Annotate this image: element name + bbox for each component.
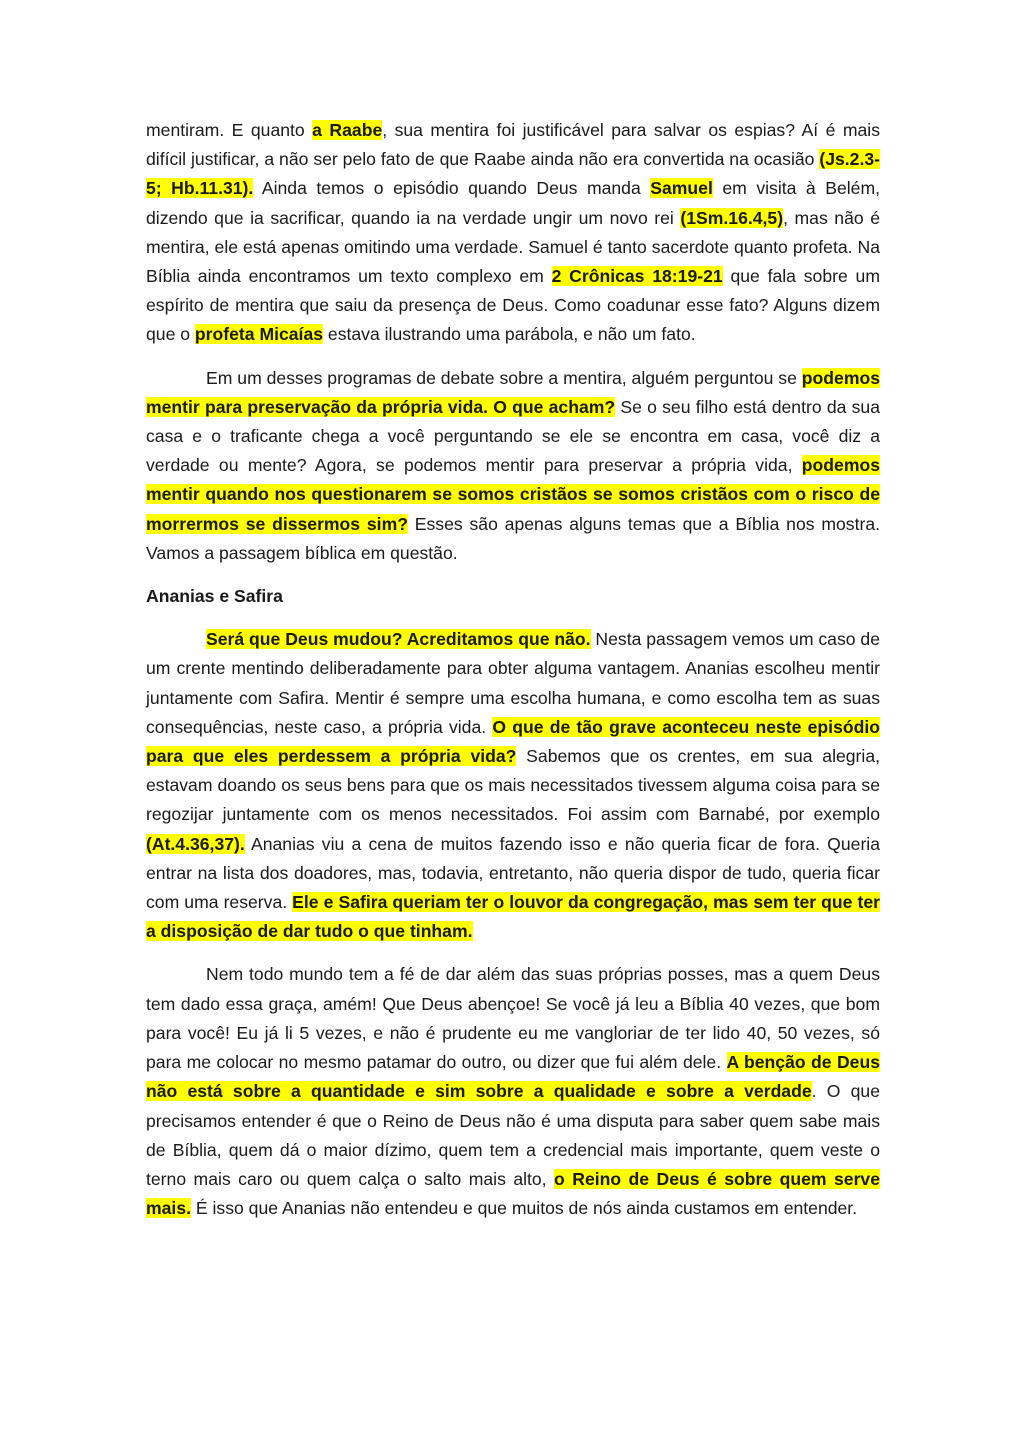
text-run: Ananias viu a cena de muitos fazendo isso e não queria ficar de fora. Queria entrar na lista dos doadores, mas, todavia, entretanto, não queria dispor de tudo, queria ficar com uma reserva. xyxy=(146,833,880,913)
highlighted-text: Será que Deus mudou? Acreditamos que não. xyxy=(206,629,591,650)
text-run: Ainda temos o episódio quando Deus manda xyxy=(253,178,651,199)
text-run: Esses são apenas alguns temas que a Bíblia nos mostra. Vamos a passagem bíblica em questão. xyxy=(146,513,880,563)
text-run: em visita à Belém, dizendo que ia sacrificar, quando ia na verdade ungir um novo rei xyxy=(146,178,880,228)
paragraph-raabe xyxy=(146,116,880,350)
text-run: , mas não é mentira, ele está apenas omitindo uma verdade. Samuel é tanto sacerdote quanto profeta. Na Bíblia ainda encontramos um texto complexo em xyxy=(146,207,880,287)
highlighted-text: A benção de Deus não está sobre a quantidade e sim sobre a qualidade e sobre a verdade xyxy=(146,1052,880,1102)
section-heading: Ananias e Safira xyxy=(146,586,283,607)
text-run: Nem todo mundo tem a fé de dar além das suas próprias posses, mas a quem Deus tem dado essa graça, amém! Que Deus abençoe! Se você já leu a Bíblia 40 vezes, que bom para você! Eu já li 5 vezes, e não é prudente eu me vangloriar de ter lido 40, 50 vezes, só para me colocar no mesmo patamar do outro, ou dizer que fui além dele. xyxy=(146,964,880,1073)
highlighted-text: 2 Crônicas 18:19-21 xyxy=(551,266,723,287)
document-body xyxy=(146,116,880,1237)
text-run: É isso que Ananias não entendeu e que muitos de nós ainda custamos em entender. xyxy=(191,1198,858,1219)
highlighted-text: (1Sm.16.4,5) xyxy=(680,207,784,228)
text-run: Se o seu filho está dentro da sua casa e o traficante chega a você perguntando se ele se encontra em casa, você diz a verdade ou mente? Agora, se podemos mentir para preservar a própria vida, xyxy=(146,396,880,476)
highlighted-text: (Js.2.3-5; Hb.11.31). xyxy=(146,149,880,199)
text-run: Nesta passagem vemos um caso de um crente mentindo deliberadamente para obter alguma vantagem. Ananias escolheu mentir juntamente com Safira. Mentir é sempre uma escolha humana, e como escolha tem as suas consequências, neste caso, a própria vida. xyxy=(146,629,880,737)
highlighted-text: podemos mentir quando nos questionarem se somos cristãos se somos cristãos com o risco de morrermos se dissermos sim? xyxy=(146,455,880,534)
paragraph-ananias xyxy=(146,625,880,946)
highlighted-text: o Reino de Deus é sobre quem serve mais. xyxy=(146,1168,880,1219)
highlighted-text: O que de tão grave aconteceu neste episódio para que eles perdessem a própria vida? xyxy=(146,716,880,767)
text-run: mentiram. E quanto xyxy=(146,120,313,140)
highlighted-text: a Raabe xyxy=(312,120,383,140)
text-run: , sua mentira foi justificável para salvar os espias? Aí é mais difícil justificar, a não ser pelo fato de que Raabe ainda não era convertida na ocasião xyxy=(146,120,880,170)
paragraph-reino xyxy=(146,960,880,1223)
paragraph-debate xyxy=(146,364,880,568)
text-run: que fala sobre um espírito de mentira que saiu da presença de Deus. Como coadunar esse fato? Alguns dizem que o xyxy=(146,266,880,345)
text-run: Sabemos que os crentes, em sua alegria, estavam doando os seus bens para que os mais necessitados tivessem alguma coisa para se regozijar juntamente com os menos necessitados. Foi assim com Barnabé, por exemplo xyxy=(146,746,881,825)
highlighted-text: Samuel xyxy=(650,178,713,199)
text-run: estava ilustrando uma parábola, e não um fato. xyxy=(323,324,696,345)
highlighted-text: Ele e Safira queriam ter o louvor da congregação, mas sem ter que ter a disposição de dar tudo o que tinham. xyxy=(146,892,880,942)
highlighted-text: profeta Micaías xyxy=(194,324,324,345)
highlighted-text: (At.4.36,37). xyxy=(146,833,245,854)
text-run: Em um desses programas de debate sobre a mentira, alguém perguntou se xyxy=(206,367,802,388)
highlighted-text: podemos mentir para preservação da própria vida. O que acham? xyxy=(146,367,880,417)
text-run: . O que precisamos entender é que o Reino de Deus não é uma disputa para saber quem sabe mais de Bíblia, quem dá o maior dízimo, quem tem a credencial mais importante, quem veste o terno mais caro ou quem calça o salto mais alto, xyxy=(146,1081,880,1189)
